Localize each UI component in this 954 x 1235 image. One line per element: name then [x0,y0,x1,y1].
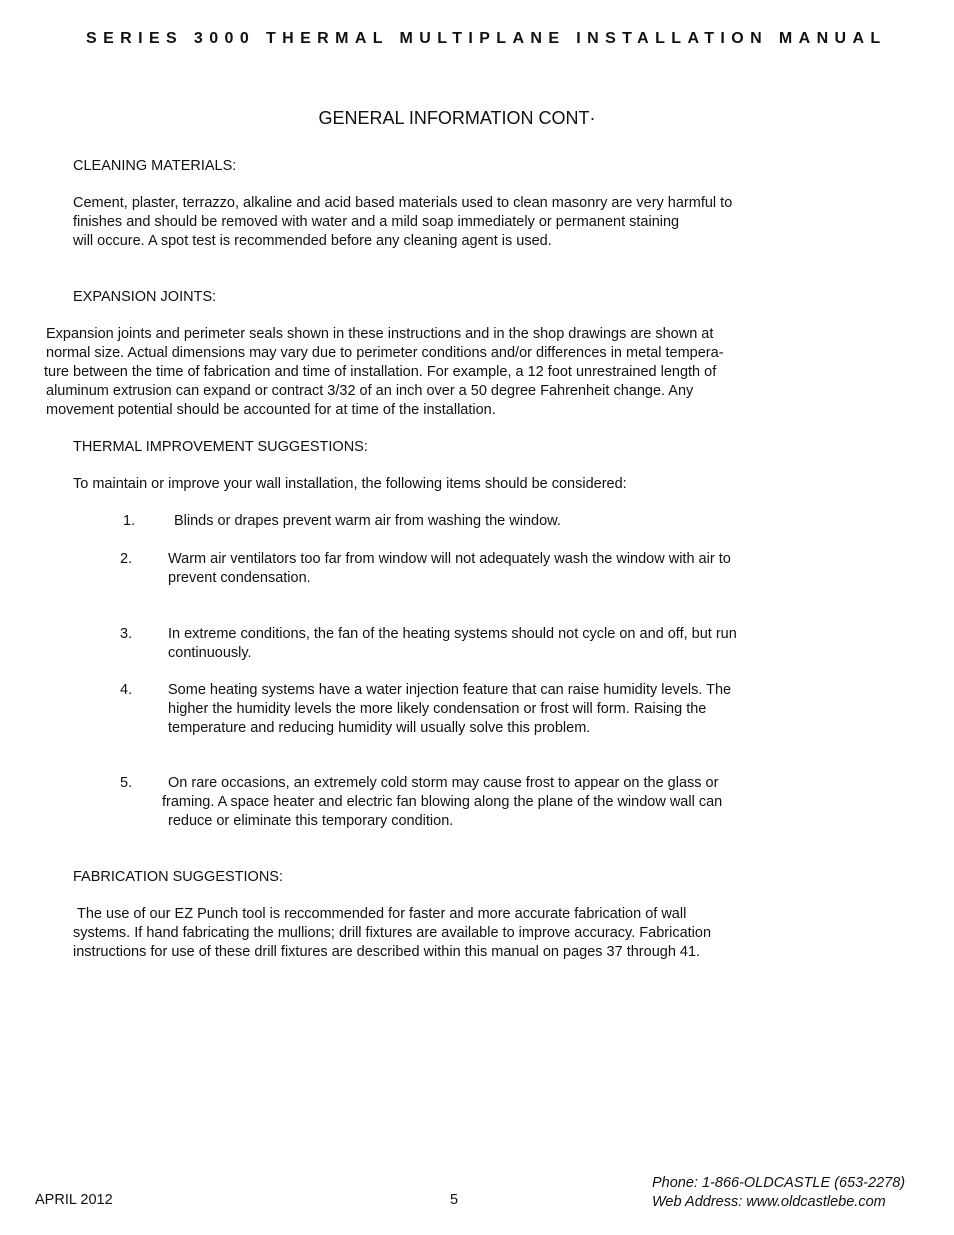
list-item [162,774,723,831]
thermal-intro: To maintain or improve your wall installation, the following items should be considered: [73,476,627,492]
list-item-number: 3. [120,626,133,642]
list-item-line: higher the humidity levels the more likely condensation or frost will form. Raising the [168,701,707,717]
footer-phone: Phone: 1-866-OLDCASTLE (653-2278) [652,1175,906,1191]
list-item [168,550,731,588]
cleaning-line: will occure. A spot test is recommended before any cleaning agent is used. [73,233,552,249]
cleaning-line: finishes and should be removed with water and a mild soap immediately or permanent staining [73,214,680,230]
fabrication-line: systems. If hand fabricating the mullions; drill fixtures are available to improve accuracy. Fabrication [73,925,712,941]
fabrication-line: The use of our EZ Punch tool is reccommended for faster and more accurate fabrication of wall [77,906,687,922]
list-item-line: reduce or eliminate this temporary condition. [168,813,454,829]
list-item-line: Warm air ventilators too far from window will not adequately wash the window with air to [168,551,731,567]
fabrication-heading: FABRICATION SUGGESTIONS: [73,869,284,885]
footer-date: APRIL 2012 [35,1192,113,1208]
list-item-line: prevent condensation. [168,570,311,586]
list-item-number: 5. [120,775,133,791]
list-item-line: continuously. [168,645,252,661]
list-item-number: 2. [120,551,133,567]
expansion-line: normal size. Actual dimensions may vary due to perimeter conditions and/or differences in metal tempera- [46,345,724,361]
cleaning-line: Cement, plaster, terrazzo, alkaline and acid based materials used to clean masonry are very harmful to [73,195,733,211]
running-header: SERIES 3000 THERMAL MULTIPLANE INSTALLATION MANUAL [86,30,887,47]
footer-contact [652,1174,905,1212]
list-item-number: 1. [123,513,136,529]
expansion-line: ture between the time of fabrication and time of installation. For example, a 12 foot unrestrained length of [44,364,717,380]
list-item-line: Some heating systems have a water injection feature that can raise humidity levels. The [168,682,732,698]
list-item-line: On rare occasions, an extremely cold storm may cause frost to appear on the glass or [168,775,719,791]
expansion-line: aluminum extrusion can expand or contract 3/32 of an inch over a 50 degree Fahrenheit change. Any [46,383,694,399]
expansion-heading: EXPANSION JOINTS: [73,289,217,305]
list-item [168,625,737,663]
list-item-line: temperature and reducing humidity will usually solve this problem. [168,720,591,736]
expansion-paragraph [46,325,724,420]
list-item-line: framing. A space heater and electric fan blowing along the plane of the window wall can [162,794,723,810]
list-item-line: In extreme conditions, the fan of the heating systems should not cycle on and off, but run [168,626,737,642]
fabrication-line: instructions for use of these drill fixtures are described within this manual on pages 37 through 41. [73,944,701,960]
expansion-line: movement potential should be accounted for at time of the installation. [46,402,496,418]
list-item [168,681,731,738]
cleaning-paragraph [73,194,732,251]
cleaning-heading: CLEANING MATERIALS: [73,158,237,174]
expansion-line: Expansion joints and perimeter seals shown in these instructions and in the shop drawings are shown at [46,326,714,342]
list-item-line: Blinds or drapes prevent warm air from washing the window. [174,513,561,529]
thermal-heading: THERMAL IMPROVEMENT SUGGESTIONS: [73,439,368,455]
page-number: 5 [450,1192,459,1208]
fabrication-paragraph [73,905,711,962]
list-item-number: 4. [120,682,133,698]
footer-web: Web Address: www.oldcastlebe.com [652,1194,886,1210]
section-title: GENERAL INFORMATION CONT· [318,108,596,128]
list-item [174,512,561,531]
